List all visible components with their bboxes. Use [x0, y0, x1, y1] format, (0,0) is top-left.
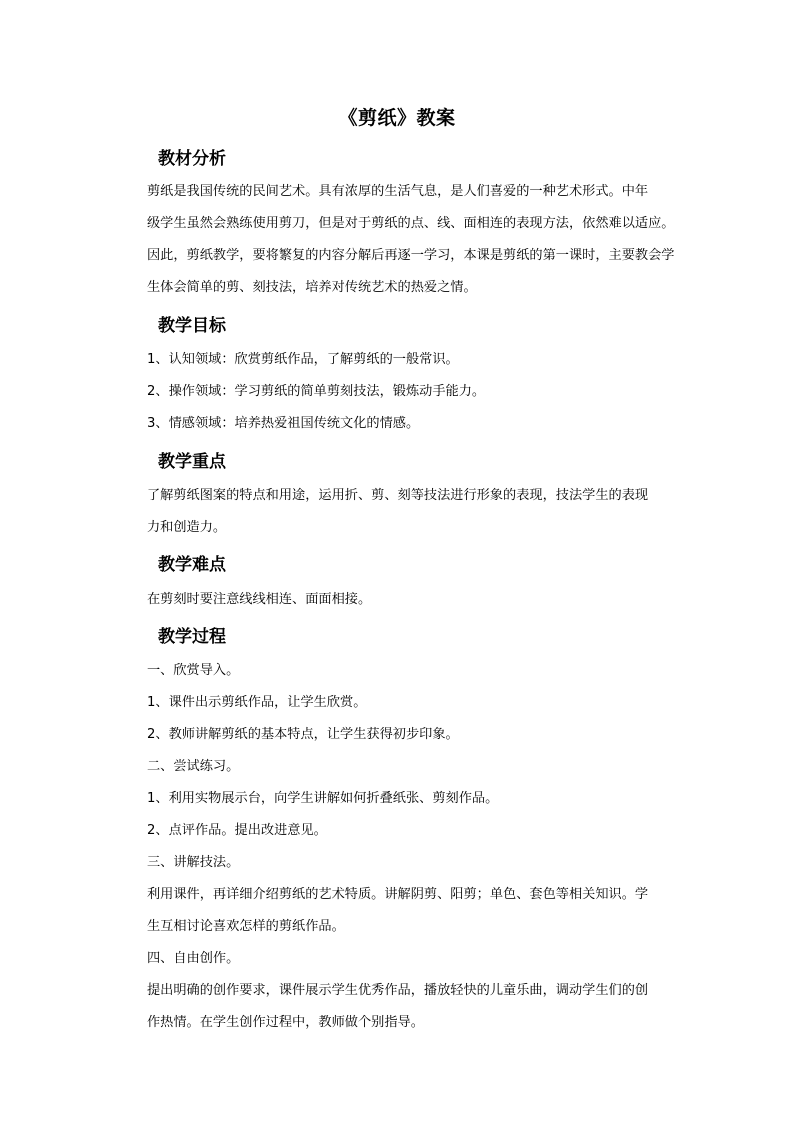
process-line-12: 作热情。在学生创作过程中，教师做个别指导。 [147, 1015, 424, 1030]
keypoints-line-1: 了解剪纸图案的特点和用途，运用折、剪、刻等技法进行形象的表现，技法学生的表现 [147, 488, 649, 503]
analysis-line-3: 因此，剪纸教学，要将繁复的内容分解后再逐一学习，本课是剪纸的第一课时，主要教会学 [147, 248, 675, 263]
process-line-4: 二、尝试练习。 [147, 759, 240, 774]
document-title: 《剪纸》教案 [338, 107, 456, 129]
process-line-5: 1、利用实物展示台，向学生讲解如何折叠纸张、剪刻作品。 [147, 791, 499, 806]
analysis-line-4: 生体会简单的剪、刻技法，培养对传统艺术的热爱之情。 [147, 280, 477, 295]
process-line-9: 生互相讨论喜欢怎样的剪纸作品。 [147, 919, 345, 934]
heading-analysis: 教材分析 [158, 149, 226, 169]
heading-difficulties: 教学难点 [158, 555, 226, 575]
process-line-8: 利用课件，再详细介绍剪纸的艺术特质。讲解阴剪、阳剪；单色、套色等相关知识。学 [147, 887, 649, 902]
process-line-2: 1、课件出示剪纸作品，让学生欣赏。 [147, 695, 367, 710]
heading-keypoints: 教学重点 [158, 452, 226, 472]
heading-process: 教学过程 [158, 627, 226, 647]
analysis-line-1: 剪纸是我国传统的民间艺术。具有浓厚的生活气息，是人们喜爱的一种艺术形式。中年 [147, 184, 649, 199]
difficulties-line-1: 在剪刻时要注意线线相连、面面相接。 [147, 592, 372, 607]
heading-goals: 教学目标 [158, 316, 226, 336]
keypoints-line-2: 力和创造力。 [147, 520, 227, 535]
process-line-3: 2、教师讲解剪纸的基本特点，让学生获得初步印象。 [147, 727, 459, 742]
process-line-1: 一、欣赏导入。 [147, 663, 240, 678]
analysis-line-2: 级学生虽然会熟练使用剪刀，但是对于剪纸的点、线、面相连的表现方法，依然难以适应。 [147, 216, 675, 231]
process-line-11: 提出明确的创作要求，课件展示学生优秀作品，播放轻快的儿童乐曲，调动学生们的创 [147, 983, 649, 998]
goal-item-1: 1、认知领域：欣赏剪纸作品，了解剪纸的一般常识。 [147, 352, 459, 367]
goal-item-3: 3、情感领域：培养热爱祖国传统文化的情感。 [147, 416, 420, 431]
process-line-7: 三、讲解技法。 [147, 855, 240, 870]
process-line-6: 2、点评作品。提出改进意见。 [147, 823, 327, 838]
goal-item-2: 2、操作领域：学习剪纸的简单剪刻技法，锻炼动手能力。 [147, 384, 486, 399]
process-line-10: 四、自由创作。 [147, 951, 240, 966]
